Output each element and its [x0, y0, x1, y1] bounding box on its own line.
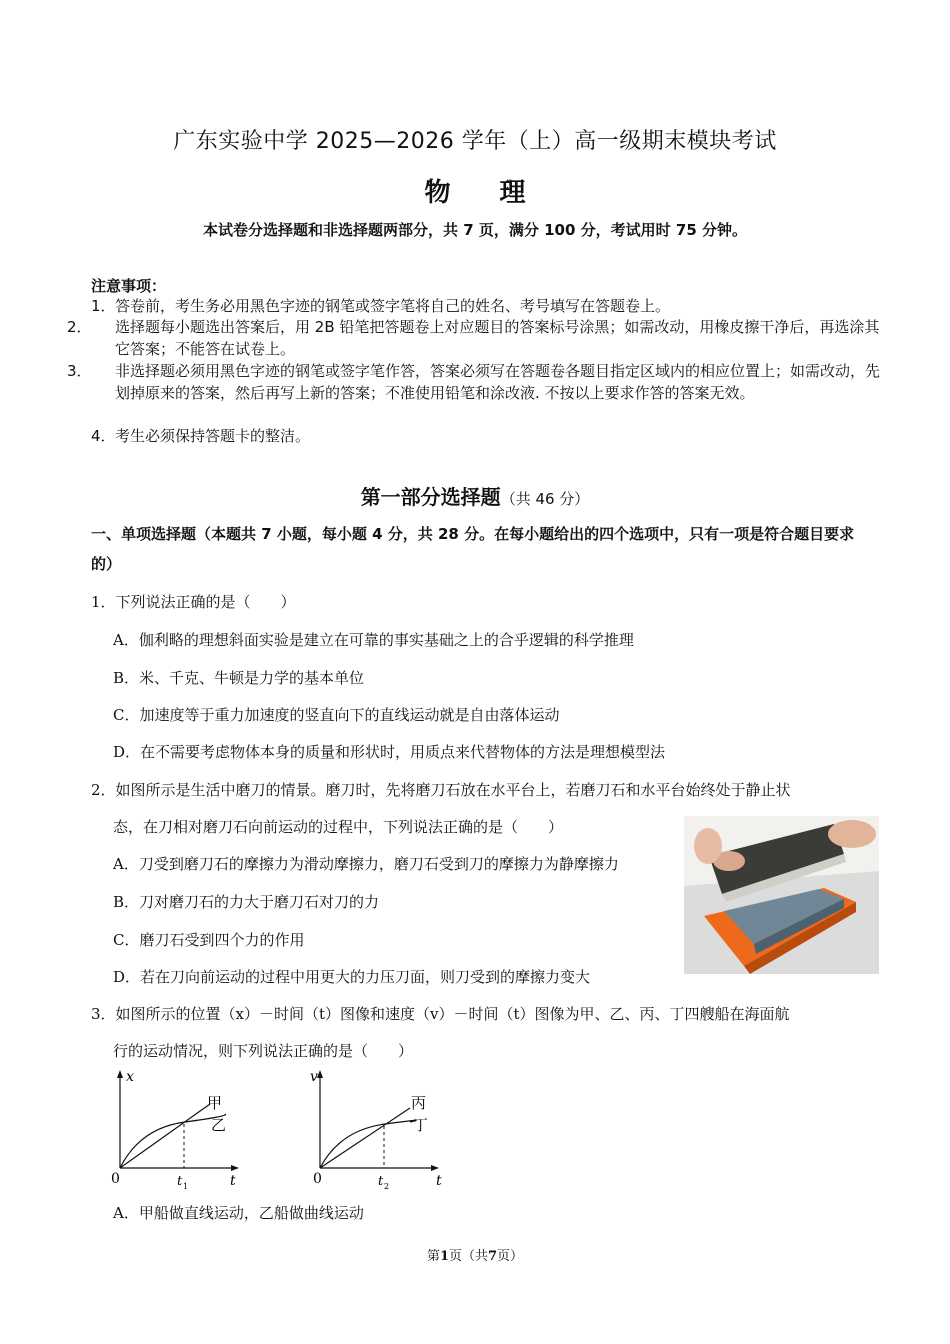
t1-subscript: 1: [183, 1182, 189, 1191]
question-1-option-c: C．加速度等于重力加速度的竖直向下的直线运动就是自由落体运动: [113, 706, 560, 724]
arrow-up-icon: [117, 1070, 123, 1078]
x-axis-label: t: [436, 1173, 442, 1189]
note-item: [67, 361, 890, 404]
note-item: [91, 296, 866, 318]
curve-ding-label: 丁: [413, 1116, 429, 1134]
note-item: [91, 426, 866, 448]
note-text: 选择题每小题选出答案后，用 2B 铅笔把答题卷上对应题目的答案标号涂黑；如需改动，用橡皮擦干净后，再选涂其它答案；不能答在试卷上。: [115, 318, 880, 358]
position-time-graph: [105, 1066, 255, 1191]
exam-title: 广东实验中学 2025—2026 学年（上）高一级期末模块考试: [173, 129, 777, 154]
question-2-option-a: A．刀受到磨刀石的摩擦力为滑动摩擦力，磨刀石受到刀的摩擦力为静摩擦力: [113, 855, 619, 873]
exam-intro: 本试卷分选择题和非选择题两部分，共 7 页，满分 100 分，考试用时 75 分钟。: [203, 221, 747, 239]
page-total: 7: [488, 1249, 498, 1264]
question-1-option-d: D．在不需要考虑物体本身的质量和形状时，用质点来代替物体的方法是理想模型法: [113, 743, 666, 761]
t2-label: t: [378, 1174, 384, 1189]
footer-mid: 页（共: [448, 1249, 488, 1264]
knife-sharpening-photo: [684, 816, 879, 974]
question-2-option-c: C．磨刀石受到四个力的作用: [113, 931, 305, 949]
origin-label: 0: [313, 1171, 322, 1187]
curve-bing-line: [320, 1108, 410, 1168]
note-number: 1．: [91, 297, 116, 315]
note-number: 2．: [67, 318, 92, 336]
notes-heading: 注意事项：: [91, 277, 167, 295]
part-title: 第一部分选择题: [360, 485, 501, 509]
footer-suffix: 页）: [497, 1249, 524, 1264]
page-footer: [0, 1245, 950, 1264]
y-axis-label: v: [310, 1069, 318, 1085]
subject-title: 物 理: [424, 178, 526, 208]
note-item: [67, 317, 890, 360]
t1-label: t: [177, 1174, 183, 1189]
question-2-option-d: D．若在刀向前运动的过程中用更大的力压刀面，则刀受到的摩擦力变大: [113, 968, 591, 986]
question-1-stem: 1．下列说法正确的是（ ）: [91, 593, 296, 611]
note-number: 4．: [91, 427, 116, 445]
part-heading: [0, 481, 950, 510]
curve-ding-line: [320, 1120, 416, 1168]
note-text: 答卷前，考生务必用黑色字迹的钢笔或签字笔将自己的姓名、考号填写在答题卷上。: [115, 297, 671, 315]
question-2-option-b: B．刀对磨刀石的力大于磨刀石对刀的力: [113, 893, 380, 911]
note-text: 考生必须保持答题卡的整洁。: [115, 427, 311, 445]
curve-jia-line: [120, 1104, 210, 1168]
question-1-option-a: A．伽利略的理想斜面实验是建立在可靠的事实基础之上的合乎逻辑的科学推理: [113, 631, 634, 649]
curve-yi-label: 乙: [211, 1116, 227, 1134]
note-number: 3．: [67, 362, 92, 380]
note-text: 非选择题必须用黑色字迹的钢笔或签字笔作答，答案必须写在答题卷各题目指定区域内的相应位置上；如需改动，先划掉原来的答案，然后再写上新的答案；不准使用铅笔和涂改液. 不按以上要求作答的答案无效。: [115, 362, 881, 402]
question-3-stem: 3．如图所示的位置（x）－时间（t）图像和速度（v）－时间（t）图像为甲、乙、丙、丁四艘船在海面航: [91, 1005, 790, 1023]
section-heading: 一、单项选择题（本题共 7 小题，每小题 4 分，共 28 分。在每小题给出的四个选项中，只有一项是符合题目要求的）: [91, 525, 855, 573]
question-3-stem-cont: 行的运动情况，则下列说法正确的是（ ）: [113, 1042, 414, 1060]
curve-jia-label: 甲: [207, 1094, 223, 1112]
t2-subscript: 2: [384, 1182, 390, 1191]
curve-bing-label: 丙: [411, 1094, 427, 1112]
question-3-option-a: A．甲船做直线运动，乙船做曲线运动: [113, 1204, 364, 1222]
page-number: 1: [439, 1249, 449, 1264]
arrow-right-icon: [431, 1165, 439, 1171]
question-2-stem: 2．如图所示是生活中磨刀的情景。磨刀时，先将磨刀石放在水平台上，若磨刀石和水平台始终处于静止状: [91, 781, 791, 799]
question-1-option-b: B．米、千克、牛顿是力学的基本单位: [113, 669, 365, 687]
x-axis-label: t: [230, 1173, 236, 1189]
curve-yi-line: [120, 1114, 226, 1168]
origin-label: 0: [111, 1171, 120, 1187]
part-subtitle: （共 46 分）: [500, 490, 590, 508]
velocity-time-graph: [305, 1066, 455, 1191]
question-2-stem-cont: 态，在刀相对磨刀石向前运动的过程中，下列说法正确的是（ ）: [113, 818, 564, 836]
arrow-right-icon: [231, 1165, 239, 1171]
y-axis-label: x: [126, 1069, 134, 1085]
footer-prefix: 第: [426, 1249, 440, 1264]
